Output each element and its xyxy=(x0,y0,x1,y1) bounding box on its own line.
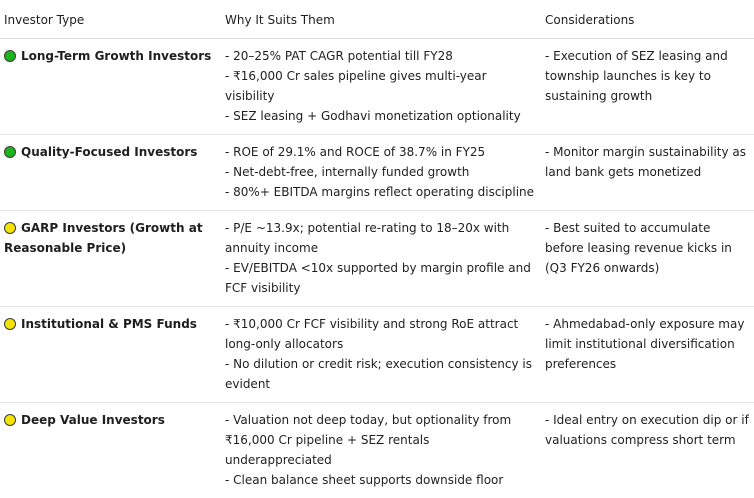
header-why-it-suits: Why It Suits Them xyxy=(220,0,540,39)
considerations-cell: - Ahmedabad-only exposure may limit institutional diversification preferences xyxy=(540,307,754,403)
green-circle-icon xyxy=(4,50,16,62)
header-row xyxy=(0,0,754,39)
why-item: - P/E ~13.9x; potential re-rating to 18–20x with annuity income xyxy=(225,218,536,258)
table-row xyxy=(0,307,754,403)
considerations-cell: - Ideal entry on execution dip or if valuations compress short term xyxy=(540,403,754,498)
why-item: - 80%+ EBITDA margins reflect operating discipline xyxy=(225,182,536,202)
why-cell xyxy=(220,403,540,498)
investor-type-label: Deep Value Investors xyxy=(21,413,165,427)
considerations-cell: - Best suited to accumulate before leasing revenue kicks in (Q3 FY26 onwards) xyxy=(540,211,754,307)
table-row xyxy=(0,403,754,498)
table-row xyxy=(0,211,754,307)
why-item: - Clean balance sheet supports downside floor xyxy=(225,470,536,490)
header-investor-type: Investor Type xyxy=(0,0,220,39)
considerations-cell: - Execution of SEZ leasing and township launches is key to sustaining growth xyxy=(540,39,754,135)
why-item: - EV/EBITDA <10x supported by margin profile and FCF visibility xyxy=(225,258,536,298)
why-item: - No dilution or credit risk; execution consistency is evident xyxy=(225,354,536,394)
investor-type-cell xyxy=(0,307,220,403)
why-item: - ₹16,000 Cr sales pipeline gives multi-year visibility xyxy=(225,66,536,106)
why-cell xyxy=(220,211,540,307)
why-cell xyxy=(220,307,540,403)
investor-type-label: Institutional & PMS Funds xyxy=(21,317,197,331)
yellow-circle-icon xyxy=(4,222,16,234)
investor-type-cell xyxy=(0,39,220,135)
yellow-circle-icon xyxy=(4,318,16,330)
table-row xyxy=(0,39,754,135)
why-item: - Valuation not deep today, but optionality from ₹16,000 Cr pipeline + SEZ rentals underappreciated xyxy=(225,410,536,470)
why-cell xyxy=(220,39,540,135)
yellow-circle-icon xyxy=(4,414,16,426)
investor-type-label: Long-Term Growth Investors xyxy=(21,49,211,63)
why-item: - SEZ leasing + Godhavi monetization optionality xyxy=(225,106,536,126)
table-row xyxy=(0,135,754,211)
green-circle-icon xyxy=(4,146,16,158)
investor-type-label: Quality-Focused Investors xyxy=(21,145,197,159)
why-cell xyxy=(220,135,540,211)
header-considerations: Considerations xyxy=(540,0,754,39)
why-item: - 20–25% PAT CAGR potential till FY28 xyxy=(225,46,536,66)
why-item: - Net-debt-free, internally funded growth xyxy=(225,162,536,182)
why-item: - ROE of 29.1% and ROCE of 38.7% in FY25 xyxy=(225,142,536,162)
investor-type-cell xyxy=(0,211,220,307)
investor-type-cell xyxy=(0,135,220,211)
investor-type-cell xyxy=(0,403,220,498)
why-item: - ₹10,000 Cr FCF visibility and strong RoE attract long-only allocators xyxy=(225,314,536,354)
investor-type-label: GARP Investors (Growth at Reasonable Price) xyxy=(4,221,203,255)
considerations-cell: - Monitor margin sustainability as land bank gets monetized xyxy=(540,135,754,211)
